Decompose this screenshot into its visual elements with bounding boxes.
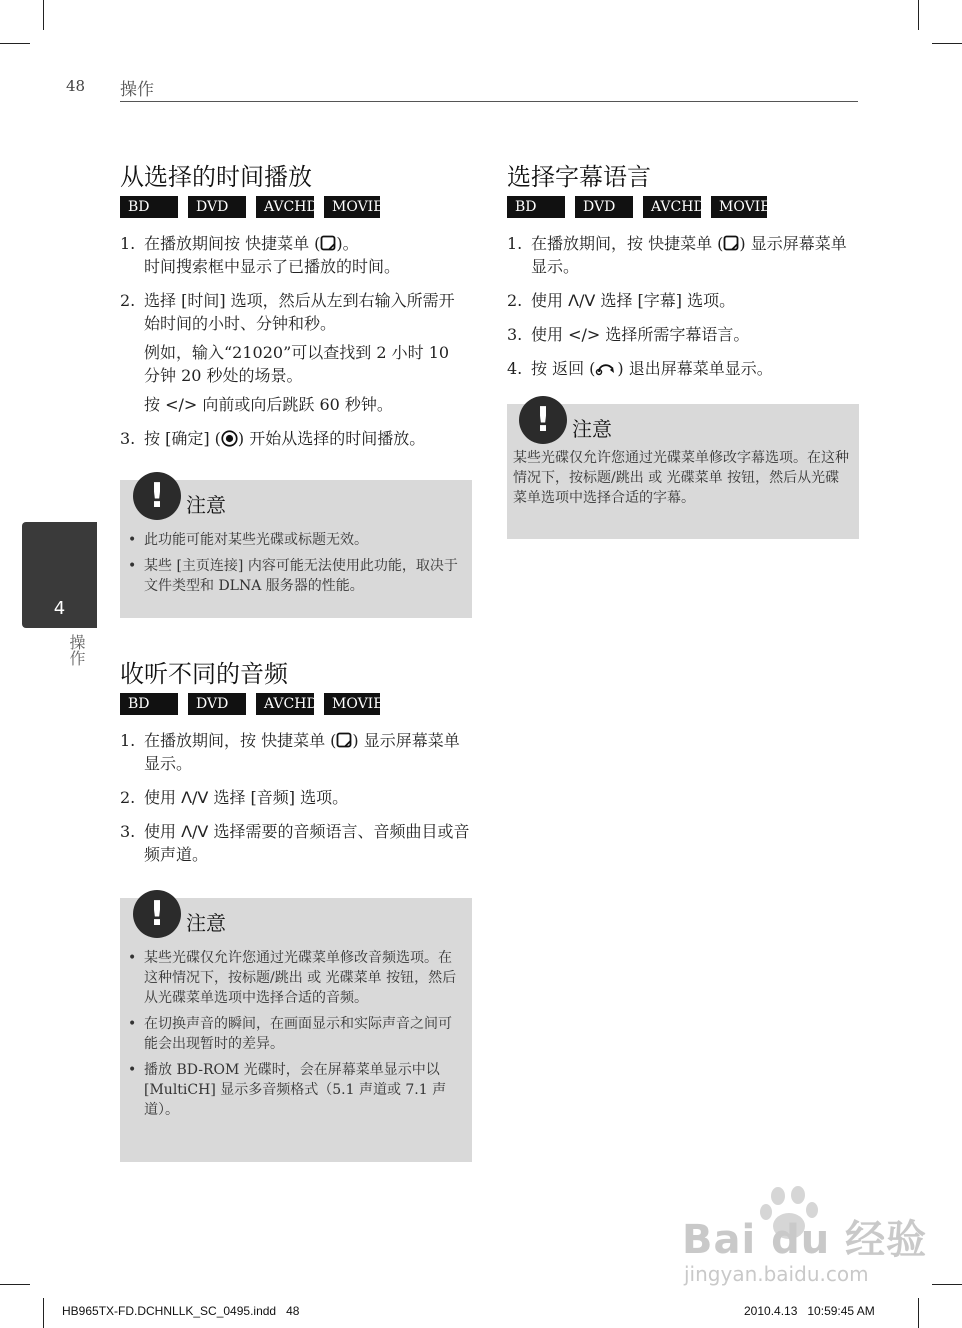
step-text: 按 <box>144 395 166 414</box>
up-down-symbol: Λ/V <box>568 291 596 310</box>
step-text: 在播放期间，按 快捷菜单 ( <box>531 234 724 253</box>
step-text: 使用 <box>144 788 182 807</box>
note-item: • 某些 [主页连接] 内容可能无法使用此功能，取决于文件类型和 DLNA 服务器的性能。 <box>128 558 458 594</box>
step-number: 2. <box>507 291 523 310</box>
page-number: 48 <box>66 77 86 95</box>
step-text: 使用 <box>531 325 569 344</box>
note-item: • 此功能可能对某些光碟或标题无效。 <box>128 532 368 548</box>
crop-mark <box>43 0 44 30</box>
skip-symbol: </> <box>165 395 198 414</box>
crop-mark <box>918 0 919 30</box>
crop-mark <box>918 1298 919 1328</box>
note-box <box>120 894 472 1162</box>
step-text: 选择 [字幕] 选项。 <box>595 291 736 310</box>
step-text: 在播放期间，按 快捷菜单 ( <box>144 731 337 750</box>
steps-list <box>120 232 470 461</box>
badge-movie: MOVIE <box>324 196 380 218</box>
step-text: 按 [确定] ( <box>144 429 221 448</box>
note-title: 注意 <box>572 417 612 441</box>
crop-mark <box>0 43 30 44</box>
step-text: ) 退出屏幕菜单显示。 <box>617 359 773 378</box>
file-info: HB965TX-FD.DCHNLLK_SC_0495.indd 48 <box>62 1304 300 1318</box>
step-item <box>507 323 859 346</box>
exclamation-icon: ! <box>519 396 567 444</box>
section-title: 收听不同的音频 <box>120 660 288 688</box>
step-text: ) 开始从选择的时间播放。 <box>237 429 426 448</box>
badge-movie: MOVIE <box>324 693 380 715</box>
step-item <box>120 786 470 809</box>
step-item <box>120 820 470 866</box>
step-text: 时间搜索框中显示了已播放的时间。 <box>144 257 401 276</box>
note-item: • 某些光碟仅允许您通过光碟菜单修改音频选项。在这种情况下，按标题/跳出 或 光碟菜单 按钮，然后从光碟菜单选项中选择合适的音频。 <box>128 950 457 1006</box>
badge-bd: BD <box>507 196 565 218</box>
note-list <box>124 948 464 1126</box>
crop-mark <box>43 1298 44 1328</box>
section-title: 从选择的时间播放 <box>120 163 312 191</box>
up-down-symbol: Λ/V <box>181 788 209 807</box>
crop-mark <box>932 1284 962 1285</box>
note-item: • 在切换声音的瞬间，在画面显示和实际声音之间可能会出现暂时的差异。 <box>128 1016 452 1052</box>
step-item <box>120 427 470 450</box>
exclamation-icon: ! <box>133 890 181 938</box>
step-number: 3. <box>120 429 136 448</box>
step-number: 3. <box>507 325 523 344</box>
badge-movie: MOVIE <box>711 196 767 218</box>
step-number: 3. <box>120 822 136 841</box>
step-text: )。 <box>336 234 359 253</box>
section-title: 选择字幕语言 <box>507 163 651 191</box>
disc-badges <box>507 196 771 218</box>
step-text: 选择所需字幕语言。 <box>600 325 750 344</box>
step-text: 向前或向后跳跃 60 秒钟。 <box>197 395 393 414</box>
disc-badges <box>120 196 384 218</box>
print-timestamp: 2010.4.13 10:59:45 AM <box>744 1304 875 1318</box>
step-item <box>507 232 859 278</box>
step-item <box>120 232 470 278</box>
step-number: 2. <box>120 291 136 310</box>
quick-menu-icon <box>336 732 352 748</box>
step-example: 例如，输入“21020”可以查找到 2 小时 10 分钟 20 秒处的场景。 <box>144 343 450 385</box>
step-item <box>120 289 470 416</box>
header-rule <box>120 101 858 102</box>
note-item: • 播放 BD-ROM 光碟时，会在屏幕菜单显示中以 [MultiCH] 显示多音频格式（5.1 声道或 7.1 声道）。 <box>128 1062 447 1118</box>
badge-avchd: AVCHD <box>643 196 701 218</box>
badge-dvd: DVD <box>188 693 246 715</box>
step-text: 使用 <box>144 822 182 841</box>
watermark-url: jingyan.baidu.com <box>684 1262 869 1286</box>
badge-bd: BD <box>120 693 178 715</box>
badge-dvd: DVD <box>575 196 633 218</box>
note-title: 注意 <box>186 493 226 517</box>
note-list <box>124 530 462 602</box>
step-item <box>507 289 859 312</box>
step-number: 1. <box>120 731 136 750</box>
disc-badges <box>120 693 384 715</box>
step-item <box>507 357 859 380</box>
badge-avchd: AVCHD <box>256 693 314 715</box>
note-box <box>120 476 472 618</box>
watermark-brand: Bai du 经验 <box>682 1217 928 1263</box>
step-text: ) 显示屏幕菜单显示。 <box>144 731 460 773</box>
step-text: 选择 [音频] 选项。 <box>208 788 349 807</box>
running-header: 操作 <box>120 80 154 100</box>
up-down-symbol: Λ/V <box>181 822 209 841</box>
step-text: 使用 <box>531 291 569 310</box>
note-box <box>507 400 859 539</box>
step-text: 按 返回 ( <box>531 359 596 378</box>
note-text: 某些光碟仅允许您通过光碟菜单修改字幕选项。在这种情况下，按标题/跳出 或 光碟菜单 按钮，然后从光碟菜单选项中选择合适的字幕。 <box>513 450 849 506</box>
return-icon <box>595 360 617 376</box>
badge-dvd: DVD <box>188 196 246 218</box>
exclamation-icon: ! <box>133 472 181 520</box>
badge-bd: BD <box>120 196 178 218</box>
step-number: 2. <box>120 788 136 807</box>
step-number: 4. <box>507 359 523 378</box>
step-item <box>120 729 470 775</box>
crop-mark <box>932 43 962 44</box>
crop-mark <box>0 1284 30 1285</box>
steps-list <box>507 232 859 391</box>
steps-list <box>120 729 470 877</box>
quick-menu-icon <box>723 235 739 251</box>
badge-avchd: AVCHD <box>256 196 314 218</box>
note-title: 注意 <box>186 911 226 935</box>
step-number: 1. <box>120 234 136 253</box>
step-text: ) 显示屏幕菜单显示。 <box>531 234 847 276</box>
step-text: 选择 [时间] 选项，然后从左到右输入所需开始时间的小时、分钟和秒。 <box>144 291 455 333</box>
step-text: 选择需要的音频语言、音频曲目或音频声道。 <box>144 822 470 864</box>
left-right-symbol: </> <box>568 325 601 344</box>
step-text: 在播放期间按 快捷菜单 ( <box>144 234 321 253</box>
chapter-label: 操作 <box>67 634 86 666</box>
quick-menu-icon <box>320 235 336 251</box>
step-number: 1. <box>507 234 523 253</box>
enter-button-icon <box>221 430 238 447</box>
chapter-number: 4 <box>53 598 66 619</box>
